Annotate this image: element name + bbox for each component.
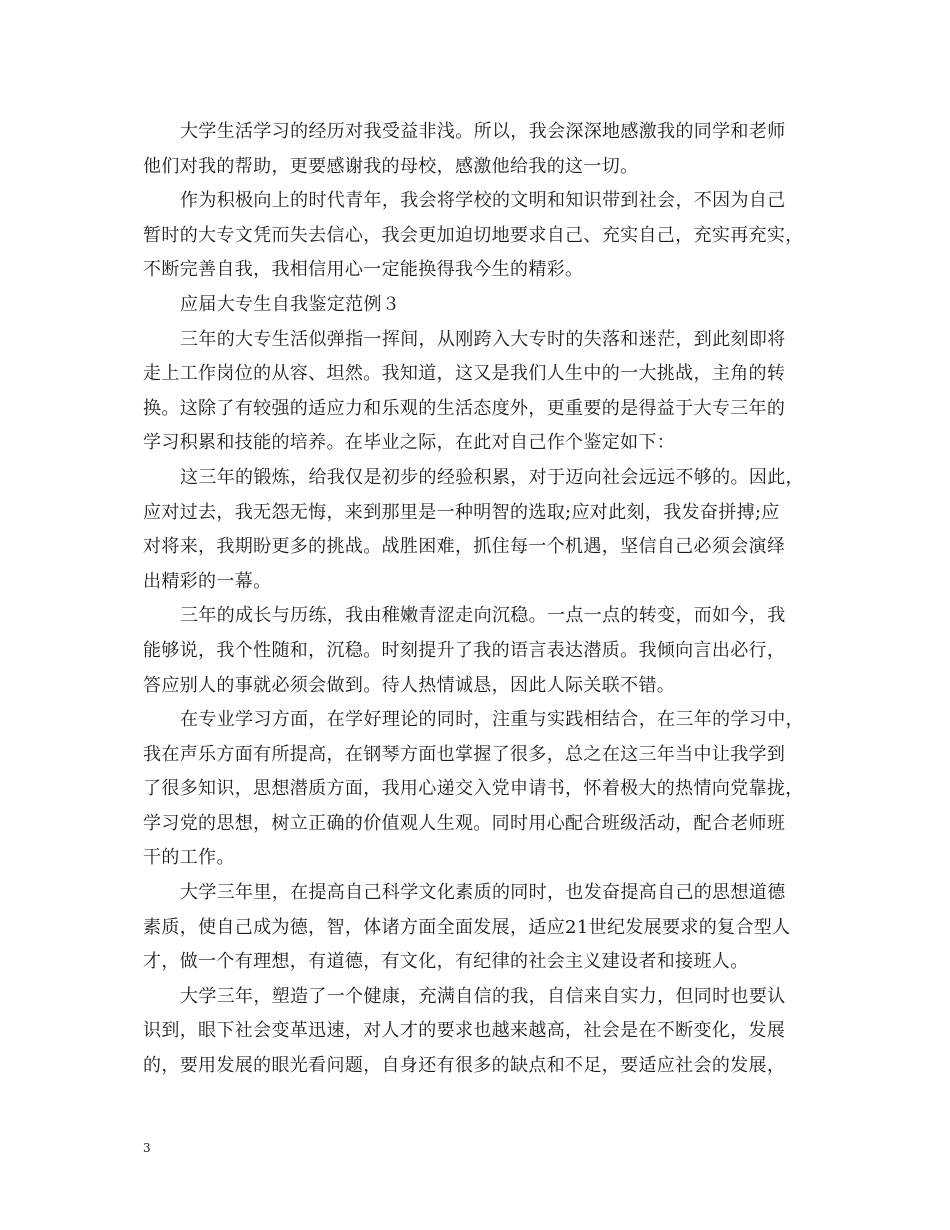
text-line: 我在声乐方面有所提高，在钢琴方面也掌握了很多，总之在这三年当中让我学到 (143, 743, 786, 765)
text-line: 大学生活学习的经历对我受益非浅。所以，我会深深地感激我的同学和老师 (180, 121, 786, 142)
text-line: 走上工作岗位的从容、坦然。我知道，这又是我们人生中的一大挑战，主角的转 (143, 363, 786, 385)
text-line: 的，要用发展的眼光看问题，自身还有很多的缺点和不足，要适应社会的发展， (143, 1055, 786, 1077)
text-line: 学习党的思想，树立正确的价值观人生观。同时用心配合班级活动，配合老师班 (143, 812, 786, 834)
document-body (143, 115, 810, 1084)
text-line: 干的工作。 (143, 847, 235, 869)
text-line: 三年的成长与历练，我由稚嫩青涩走向沉稳。一点一点的转变，而如今，我 (180, 605, 786, 627)
text-line: 应对过去，我无怨无悔，来到那里是一种明智的选取;应对此刻，我发奋拼搏;应 (143, 501, 780, 523)
text-line: 应届大专生自我鉴定范例３ (180, 293, 401, 315)
text-line: 了很多知识，思想潜质方面，我用心递交入党申请书，怀着极大的热情向党靠拢， (143, 778, 804, 800)
text-line: 在专业学习方面，在学好理论的同时，注重与实践相结合，在三年的学习中， (180, 709, 804, 731)
text-line: 不断完善自我，我相信用心一定能换得我今生的精彩。 (143, 259, 584, 281)
text-line: 对将来，我期盼更多的挑战。战胜困难，抓住每一个机遇，坚信自己必须会演绎 (143, 536, 786, 558)
page-number: 3 (143, 1141, 151, 1155)
text-line: 答应别人的事就必须会做到。待人热情诚恳，因此人际关联不错。 (143, 674, 676, 696)
text-line: 作为积极向上的时代青年，我会将学校的文明和知识带到社会，不因为自己 (180, 190, 786, 212)
text-line: 识到，眼下社会变革迅速，对人才的要求也越来越高，社会是在不断变化，发展 (143, 1020, 786, 1042)
text-line: 素质，使自己成为德，智，体诸方面全面发展，适应21世纪发展要求的复合型人 (143, 916, 791, 938)
text-line: 他们对我的帮助，更要感谢我的母校，感激他给我的这一切。 (143, 155, 639, 177)
text-line: 暂时的大专文凭而失去信心，我会更加迫切地要求自己、充实自己，充实再充实， (143, 224, 804, 246)
text-line: 才，做一个有理想，有道德，有文化，有纪律的社会主义建设者和接班人。 (143, 951, 749, 973)
text-line: 换。这除了有较强的适应力和乐观的生活态度外，更重要的是得益于大专三年的 (143, 397, 786, 419)
text-line: 出精彩的一幕。 (143, 570, 272, 592)
text-line: 能够说，我个性随和，沉稳。时刻提升了我的语言表达潜质。我倾向言出必行， (143, 639, 786, 661)
text-line: 学习积累和技能的培养。在毕业之际，在此对自己作个鉴定如下： (143, 432, 676, 454)
text-line: 大学三年里，在提高自己科学文化素质的同时，也发奋提高自己的思想道德 (180, 882, 786, 904)
text-line: 大学三年，塑造了一个健康，充满自信的我，自信来自实力，但同时也要认 (180, 985, 786, 1007)
text-line: 三年的大专生活似弹指一挥间，从刚跨入大专时的失落和迷茫，到此刻即将 (180, 328, 786, 350)
text-line: 这三年的锻炼，给我仅是初步的经验积累，对于迈向社会远远不够的。因此， (180, 466, 804, 488)
